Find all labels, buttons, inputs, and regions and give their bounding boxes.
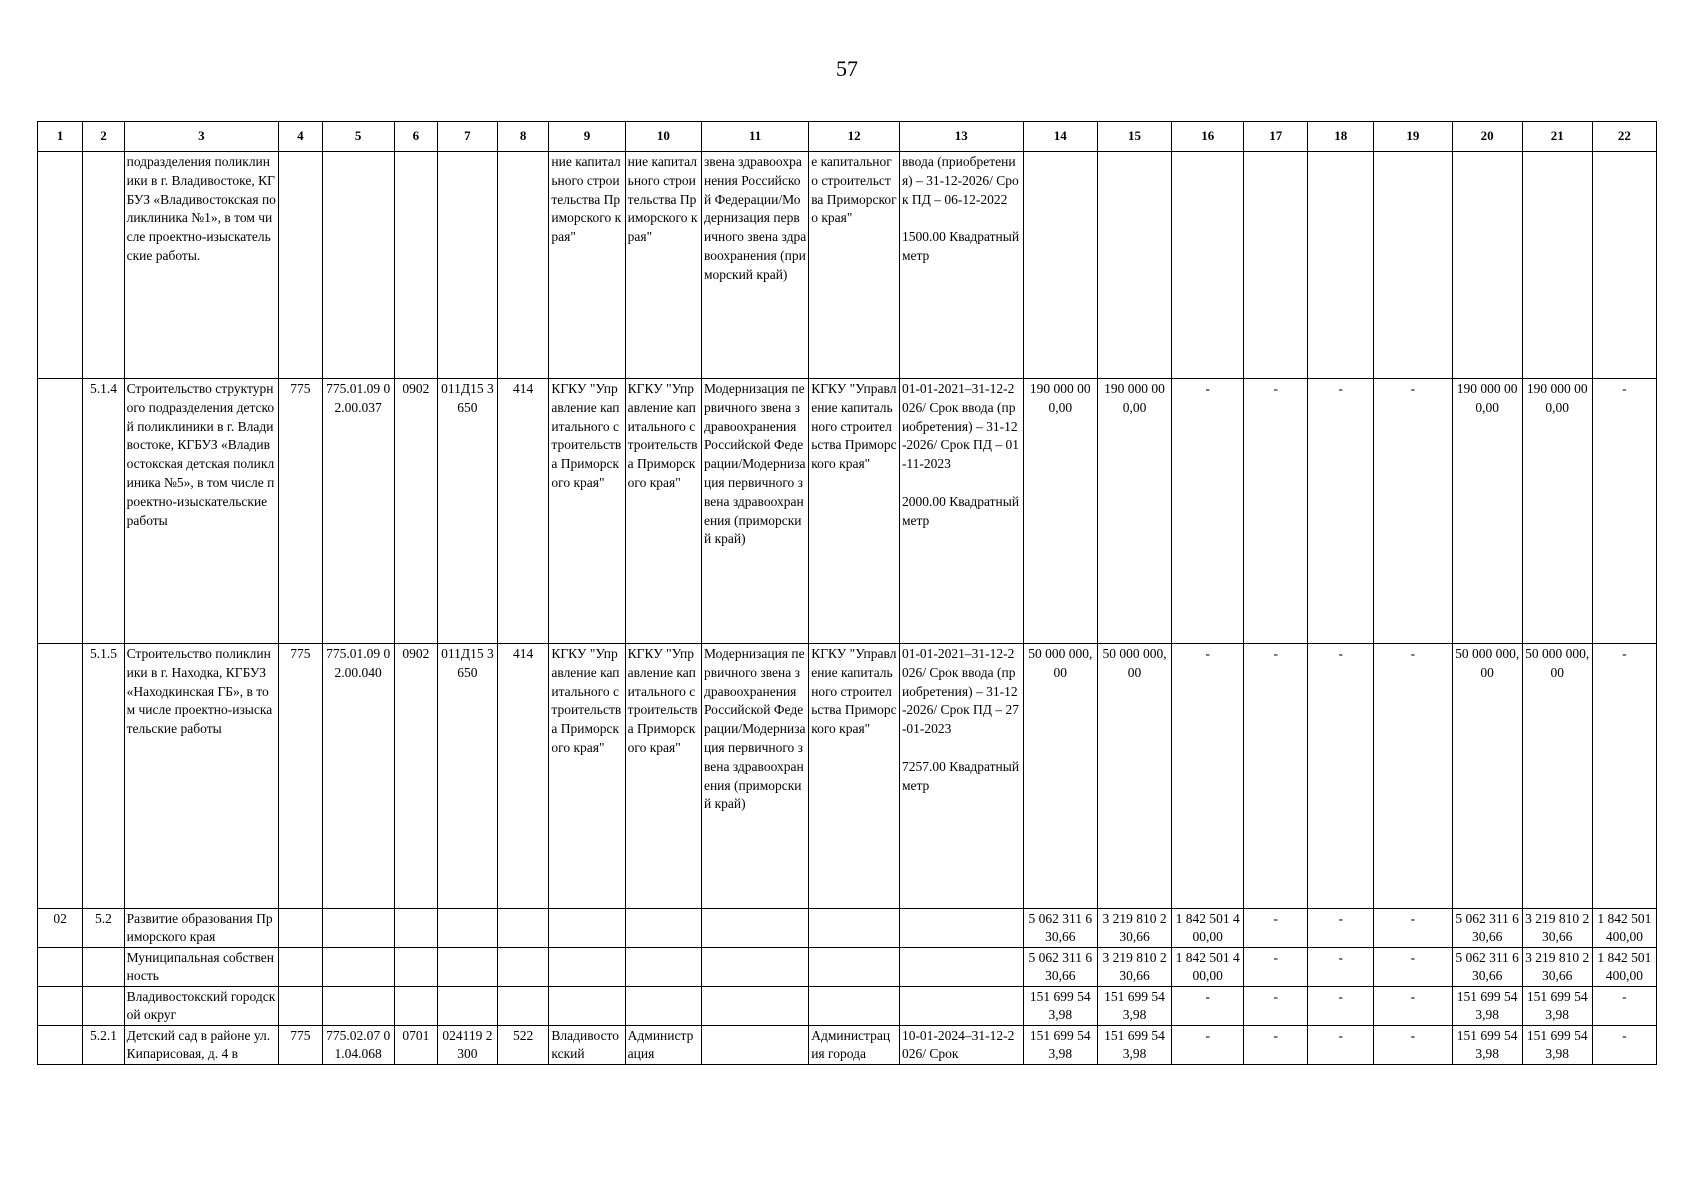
cell-col-13	[899, 909, 1023, 948]
cell-col-18: -	[1308, 379, 1374, 644]
cell-col-8	[497, 948, 549, 987]
cell-col-9: КГКУ "Управление капитального строительства Приморского края"	[549, 644, 625, 909]
cell-col-4	[279, 948, 322, 987]
header-cell-18: 18	[1308, 122, 1374, 152]
cell-col-3: Детский сад в районе ул. Кипарисовая, д. 4 в	[124, 1026, 279, 1065]
header-cell-12: 12	[809, 122, 900, 152]
header-cell-11: 11	[701, 122, 808, 152]
cell-col-3: Строительство поликлиники в г. Находка, КГБУЗ «Находкинская ГБ», в том числе проектно-изыскательские работы	[124, 644, 279, 909]
cell-col-16: -	[1172, 379, 1244, 644]
table-row	[38, 1026, 1657, 1065]
cell-col-1	[38, 152, 83, 379]
cell-col-13	[899, 948, 1023, 987]
cell-col-6	[394, 152, 437, 379]
cell-col-10: КГКУ "Управление капитального строительства Приморского края"	[625, 644, 701, 909]
cell-col-11	[701, 1026, 808, 1065]
cell-col-18: -	[1308, 948, 1374, 987]
cell-col-22: -	[1592, 1026, 1656, 1065]
cell-col-8	[497, 987, 549, 1026]
header-cell-21: 21	[1522, 122, 1592, 152]
cell-col-20: 50 000 000,00	[1452, 644, 1522, 909]
cell-col-7	[438, 987, 498, 1026]
cell-col-3: Муниципальная собственность	[124, 948, 279, 987]
cell-col-18: -	[1308, 909, 1374, 948]
cell-col-6	[394, 909, 437, 948]
cell-col-19: -	[1374, 644, 1452, 909]
cell-col-10	[625, 987, 701, 1026]
cell-col-2: 5.1.5	[83, 644, 124, 909]
cell-col-10: Администрация	[625, 1026, 701, 1065]
cell-col-4: 775	[279, 644, 322, 909]
header-cell-10: 10	[625, 122, 701, 152]
cell-col-14: 190 000 000,00	[1023, 379, 1097, 644]
cell-col-18: -	[1308, 644, 1374, 909]
cell-col-4: 775	[279, 379, 322, 644]
cell-col-10: КГКУ "Управление капитального строительства Приморского края"	[625, 379, 701, 644]
cell-col-1: 02	[38, 909, 83, 948]
cell-col-2: 5.2.1	[83, 1026, 124, 1065]
cell-col-5	[322, 909, 394, 948]
cell-col-16: 1 842 501 400,00	[1172, 909, 1244, 948]
cell-col-21: 151 699 543,98	[1522, 1026, 1592, 1065]
header-cell-13: 13	[899, 122, 1023, 152]
cell-col-15: 151 699 543,98	[1097, 987, 1171, 1026]
cell-col-12: е капитального строительства Приморского края"	[809, 152, 900, 379]
cell-col-15: 151 699 543,98	[1097, 1026, 1171, 1065]
cell-col-17	[1244, 152, 1308, 379]
cell-col-2: 5.1.4	[83, 379, 124, 644]
cell-col-15: 50 000 000,00	[1097, 644, 1171, 909]
cell-col-8: 522	[497, 1026, 549, 1065]
cell-col-1	[38, 948, 83, 987]
cell-col-15	[1097, 152, 1171, 379]
cell-col-14: 5 062 311 630,66	[1023, 948, 1097, 987]
cell-col-14	[1023, 152, 1097, 379]
cell-col-5: 775.02.07 01.04.068	[322, 1026, 394, 1065]
cell-col-18	[1308, 152, 1374, 379]
cell-col-9: КГКУ "Управление капитального строительства Приморского края"	[549, 379, 625, 644]
cell-col-21: 3 219 810 230,66	[1522, 909, 1592, 948]
cell-col-5: 775.01.09 02.00.040	[322, 644, 394, 909]
cell-col-16: -	[1172, 1026, 1244, 1065]
cell-col-17: -	[1244, 644, 1308, 909]
header-row	[38, 122, 1657, 152]
cell-col-3: Строительство структурного подразделения детской поликлиники в г. Владивостоке, КГБУЗ «Владивостокская детская поликлиника №5», в том числе проектно-изыскательские работы	[124, 379, 279, 644]
cell-col-21: 3 219 810 230,66	[1522, 948, 1592, 987]
header-cell-5: 5	[322, 122, 394, 152]
cell-col-14: 5 062 311 630,66	[1023, 909, 1097, 948]
cell-col-7: 011Д15 3650	[438, 379, 498, 644]
cell-col-14: 50 000 000,00	[1023, 644, 1097, 909]
cell-col-3: подразделения поликлиники в г. Владивостоке, КГБУЗ «Владивостокская поликлиника №1», в том числе проектно-изыскательские работы.	[124, 152, 279, 379]
cell-col-19: -	[1374, 379, 1452, 644]
cell-col-11	[701, 987, 808, 1026]
cell-col-2	[83, 152, 124, 379]
cell-col-11: Модернизация первичного звена здравоохранения Российской Федерации/Модернизация первичного звена здравоохранения (приморский край)	[701, 644, 808, 909]
cell-col-10	[625, 948, 701, 987]
cell-col-9	[549, 909, 625, 948]
table-row	[38, 152, 1657, 379]
cell-col-7	[438, 948, 498, 987]
cell-col-8: 414	[497, 379, 549, 644]
cell-col-3: Владивостокский городской округ	[124, 987, 279, 1026]
cell-col-17: -	[1244, 1026, 1308, 1065]
cell-col-11: Модернизация первичного звена здравоохранения Российской Федерации/Модернизация первичного звена здравоохранения (приморский край)	[701, 379, 808, 644]
header-cell-16: 16	[1172, 122, 1244, 152]
cell-col-7: 011Д15 3650	[438, 644, 498, 909]
cell-col-6: 0902	[394, 644, 437, 909]
cell-col-20: 5 062 311 630,66	[1452, 909, 1522, 948]
table-row	[38, 909, 1657, 948]
cell-col-17: -	[1244, 948, 1308, 987]
cell-col-7	[438, 909, 498, 948]
header-cell-4: 4	[279, 122, 322, 152]
cell-col-12	[809, 909, 900, 948]
cell-col-12: КГКУ "Управление капитального строительства Приморского края"	[809, 644, 900, 909]
cell-col-12: КГКУ "Управление капитального строительства Приморского края"	[809, 379, 900, 644]
cell-col-13: ввода (приобретения) – 31-12-2026/ Срок ПД – 06-12-2022 1500.00 Квадратный метр	[899, 152, 1023, 379]
cell-col-22	[1592, 152, 1656, 379]
cell-col-10: ние капитального строительства Приморского края"	[625, 152, 701, 379]
cell-col-13: 01-01-2021–31-12-2026/ Срок ввода (приобретения) – 31-12-2026/ Срок ПД – 27-01-2023 7257.00 Квадратный метр	[899, 644, 1023, 909]
cell-col-7: 024119 2300	[438, 1026, 498, 1065]
table-row	[38, 379, 1657, 644]
cell-col-13: 01-01-2021–31-12-2026/ Срок ввода (приобретения) – 31-12-2026/ Срок ПД – 01-11-2023 2000.00 Квадратный метр	[899, 379, 1023, 644]
page-number: 57	[836, 56, 858, 81]
table-row	[38, 644, 1657, 909]
cell-col-18: -	[1308, 987, 1374, 1026]
cell-col-15: 3 219 810 230,66	[1097, 909, 1171, 948]
cell-col-9	[549, 987, 625, 1026]
cell-col-22: -	[1592, 644, 1656, 909]
cell-col-4	[279, 909, 322, 948]
header-cell-14: 14	[1023, 122, 1097, 152]
cell-col-10	[625, 909, 701, 948]
table-row	[38, 948, 1657, 987]
header-cell-7: 7	[438, 122, 498, 152]
cell-col-19: -	[1374, 1026, 1452, 1065]
table-row	[38, 987, 1657, 1026]
cell-col-14: 151 699 543,98	[1023, 1026, 1097, 1065]
header-cell-19: 19	[1374, 122, 1452, 152]
header-cell-3: 3	[124, 122, 279, 152]
cell-col-8: 414	[497, 644, 549, 909]
cell-col-2	[83, 987, 124, 1026]
cell-col-1	[38, 987, 83, 1026]
cell-col-1	[38, 1026, 83, 1065]
cell-col-21: 151 699 543,98	[1522, 987, 1592, 1026]
cell-col-5	[322, 948, 394, 987]
cell-col-13	[899, 987, 1023, 1026]
cell-col-4	[279, 987, 322, 1026]
cell-col-20: 151 699 543,98	[1452, 987, 1522, 1026]
cell-col-8	[497, 909, 549, 948]
cell-col-11	[701, 948, 808, 987]
cell-col-4	[279, 152, 322, 379]
cell-col-16: -	[1172, 987, 1244, 1026]
cell-col-11: звена здравоохранения Российской Федерации/Модернизация первичного звена здравоохранения (приморский край)	[701, 152, 808, 379]
cell-col-12	[809, 987, 900, 1026]
cell-col-20: 151 699 543,98	[1452, 1026, 1522, 1065]
header-cell-8: 8	[497, 122, 549, 152]
cell-col-20	[1452, 152, 1522, 379]
cell-col-20: 5 062 311 630,66	[1452, 948, 1522, 987]
cell-col-13: 10-01-2024–31-12-2026/ Срок	[899, 1026, 1023, 1065]
cell-col-6: 0902	[394, 379, 437, 644]
cell-col-9	[549, 948, 625, 987]
cell-col-22: 1 842 501 400,00	[1592, 948, 1656, 987]
cell-col-19: -	[1374, 909, 1452, 948]
cell-col-21	[1522, 152, 1592, 379]
header-cell-20: 20	[1452, 122, 1522, 152]
cell-col-17: -	[1244, 987, 1308, 1026]
cell-col-2: 5.2	[83, 909, 124, 948]
header-cell-1: 1	[38, 122, 83, 152]
cell-col-17: -	[1244, 379, 1308, 644]
cell-col-12: Администрация города	[809, 1026, 900, 1065]
cell-col-1	[38, 379, 83, 644]
cell-col-17: -	[1244, 909, 1308, 948]
cell-col-16	[1172, 152, 1244, 379]
cell-col-9: Владивостокский	[549, 1026, 625, 1065]
cell-col-7	[438, 152, 498, 379]
data-table	[37, 121, 1657, 1065]
cell-col-22: -	[1592, 987, 1656, 1026]
cell-col-21: 190 000 000,00	[1522, 379, 1592, 644]
cell-col-5	[322, 152, 394, 379]
cell-col-6	[394, 948, 437, 987]
header-cell-15: 15	[1097, 122, 1171, 152]
cell-col-9: ние капитального строительства Приморского края"	[549, 152, 625, 379]
cell-col-5: 775.01.09 02.00.037	[322, 379, 394, 644]
cell-col-11	[701, 909, 808, 948]
cell-col-15: 3 219 810 230,66	[1097, 948, 1171, 987]
cell-col-19: -	[1374, 948, 1452, 987]
cell-col-2	[83, 948, 124, 987]
cell-col-19	[1374, 152, 1452, 379]
cell-col-3: Развитие образования Приморского края	[124, 909, 279, 948]
cell-col-22: 1 842 501 400,00	[1592, 909, 1656, 948]
cell-col-22: -	[1592, 379, 1656, 644]
cell-col-19: -	[1374, 987, 1452, 1026]
cell-col-6	[394, 987, 437, 1026]
header-cell-6: 6	[394, 122, 437, 152]
cell-col-14: 151 699 543,98	[1023, 987, 1097, 1026]
cell-col-20: 190 000 000,00	[1452, 379, 1522, 644]
cell-col-16: -	[1172, 644, 1244, 909]
cell-col-21: 50 000 000,00	[1522, 644, 1592, 909]
cell-col-16: 1 842 501 400,00	[1172, 948, 1244, 987]
cell-col-15: 190 000 000,00	[1097, 379, 1171, 644]
cell-col-18: -	[1308, 1026, 1374, 1065]
cell-col-8	[497, 152, 549, 379]
header-cell-22: 22	[1592, 122, 1656, 152]
header-cell-17: 17	[1244, 122, 1308, 152]
header-cell-9: 9	[549, 122, 625, 152]
cell-col-1	[38, 644, 83, 909]
cell-col-6: 0701	[394, 1026, 437, 1065]
cell-col-5	[322, 987, 394, 1026]
cell-col-12	[809, 948, 900, 987]
cell-col-4: 775	[279, 1026, 322, 1065]
header-cell-2: 2	[83, 122, 124, 152]
